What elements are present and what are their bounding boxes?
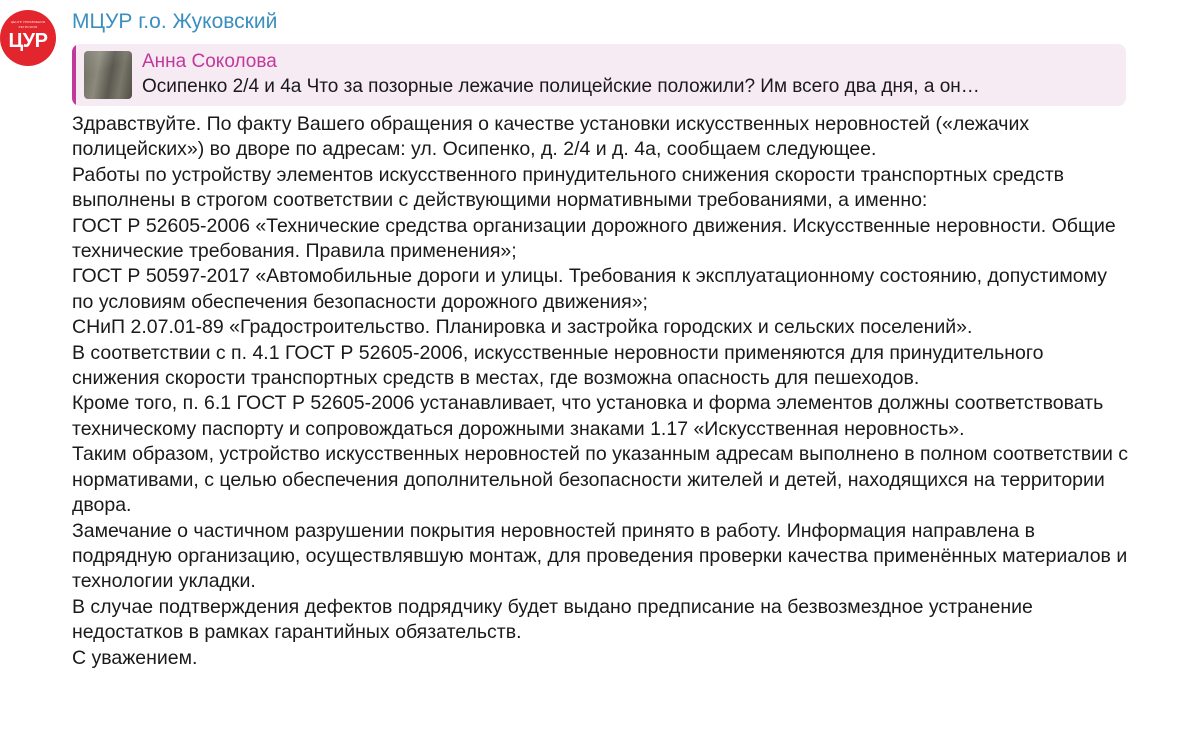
message-paragraph: ГОСТ Р 52605-2006 «Технические средства организации дорожного движения. Искусственные неровности. Общие технические требования. Правила применения»; (72, 214, 1116, 263)
channel-name[interactable]: МЦУР г.о. Жуковский (72, 10, 278, 33)
message-paragraph: Кроме того, п. 6.1 ГОСТ Р 52605-2006 устанавливает, что установка и форма элементов должны соответствовать техническому паспорту и сопровождаться дорожными знаками 1.17 «Искусственная неровность». (72, 392, 1104, 440)
message-paragraph: Таким образом, устройство искусственных неровностей по указанным адресам выполнено в полном соответствии с нормативами, с целью обеспечения дополнительной безопасности жителей и детей, находящихся на территории двора. (72, 443, 1129, 517)
avatar-logo-text: ЦУР (8, 30, 48, 52)
avatar-subtext: ЦЕНТР УПРАВЛЕНИЯ РЕГИОНОМ (10, 20, 46, 29)
reply-author: Анна Соколова (142, 51, 277, 72)
message-body (72, 112, 1132, 671)
reply-text-block (142, 50, 1126, 100)
message-paragraph: С уважением. (72, 646, 198, 669)
message-paragraph: В соответствии с п. 4.1 ГОСТ Р 52605-2006, искусственные неровности применяются для принудительного снижения скорости транспортных средств в местах, где возможна опасность для пешеходов. (72, 341, 1044, 390)
message-paragraph: СНиП 2.07.01-89 «Градостроительство. Планировка и застройка городских и сельских поселений». (72, 316, 973, 339)
reply-photo-thumbnail (84, 51, 132, 99)
message-paragraph: Работы по устройству элементов искусственного принудительного снижения скорости транспортных средств выполнены в строгом соответствии с действующими нормативными требованиями, а именно: (72, 163, 1065, 212)
reply-preview: Осипенко 2/4 и 4а Что за позорные лежачие полицейские положили? Им всего два дня, а он… (142, 76, 980, 97)
channel-message (72, 8, 1132, 671)
message-paragraph: ГОСТ Р 50597-2017 «Автомобильные дороги и улицы. Требования к эксплуатационному состоянию, допустимому по условиям обеспечения безопасности дорожного движения»; (72, 265, 1107, 313)
channel-avatar[interactable] (0, 10, 56, 66)
reply-quote[interactable] (72, 44, 1126, 106)
message-paragraph: Здравствуйте. По факту Вашего обращения о качестве установки искусственных неровностей («лежачих полицейских») во дворе по адресам: ул. Осипенко, д. 2/4 и д. 4а, сообщаем следующее. (72, 113, 1030, 161)
message-paragraph: Замечание о частичном разрушении покрытия неровностей принято в работу. Информация направлена в подрядную организацию, осуществлявшую монтаж, для проведения проверки качества применённых материалов и технологии укладки. (72, 519, 1128, 593)
message-paragraph: В случае подтверждения дефектов подрядчику будет выдано предписание на безвозмездное устранение недостатков в рамках гарантийных обязательств. (72, 595, 1033, 644)
reply-accent-bar (72, 44, 76, 106)
